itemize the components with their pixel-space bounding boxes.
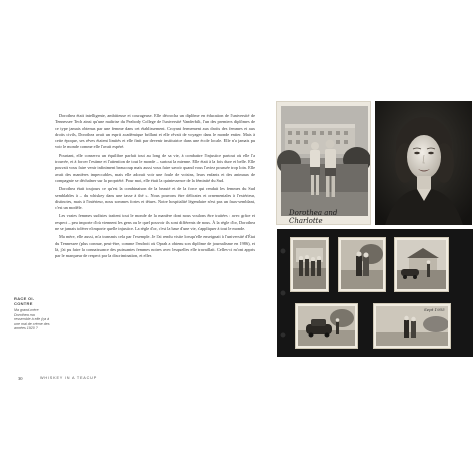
- page-number: 30: [18, 376, 23, 381]
- snapshot-image: [341, 240, 383, 289]
- photo-caption: [14, 296, 52, 331]
- snapshot-car: [295, 303, 358, 349]
- caption-text: Ma grand-mère Dorothea ma ressemble à elle (ça à une mai de crème des années 1920 ?: [14, 308, 50, 331]
- photo-album-page: [277, 229, 473, 357]
- snapshot-couple: [338, 237, 386, 292]
- children-photo: [276, 101, 371, 225]
- portrait-photo: [375, 101, 472, 225]
- snapshot-image: [397, 240, 446, 289]
- snapshot-image: [298, 306, 355, 346]
- snapshot-image: [376, 306, 448, 346]
- snapshot-image: [293, 240, 326, 289]
- children-photo-image: [277, 102, 371, 225]
- snapshot-group-standing: [290, 237, 329, 292]
- paragraph: Pourtant, elle conserva un équilibre parfait tout au long de sa vie, à combattre l'injustice partout où elle l'a trouvée, et à forcer l'estime et l'attention de tout le monde – surtout la mienne. Elle était à la fois dure et belle. Elle pouvait vous faire venir infiniment beaucoup mais aussi vous faire savoir quand vous l'aviez poussée trop loin. Elle avait des manières impeccables, mais elle adorait voir une foule de voisins, leurs enfants et des animaux de compagnie se déchaîner sur la propriété. Pour moi, elle était la quintessence de la féminité du Sud.: [55, 152, 255, 183]
- children-photo-inscription: Dorothea and Charlotte: [289, 209, 338, 225]
- body-text: [55, 113, 255, 262]
- snapshot-inscription: Sept 1955: [424, 307, 445, 312]
- paragraph: Ma mère, elle aussi, m'a transmis cela par l'exemple. Je l'ai rendu visite lorsqu'elle enseignait à l'université d'État du Tennessee (plus connue, peut-être, comme l'endroit où Oprah a obtenu son diplôme de journalisme en 1986), et là, j'ai pu faire la connaissance des puissantes femmes noires avec lesquelles elle travaillait. Celles-ci m'ont appris par le marqueur de respect par la discrimination, et elles: [55, 234, 255, 259]
- caption-title: RACE OI-CONTRE: [14, 296, 35, 306]
- snapshot-house-and-car: [394, 237, 449, 292]
- running-head: WHISKEY IN A TEACUP: [40, 376, 98, 380]
- portrait-image: [375, 101, 472, 225]
- paragraph: Dorothea était toujours ce qu'est la combinaison de la beauté et de la force qui rendait les femmes du Sud semblables à – du whiskey dans une tasse à thé ». Nous pouvons être délicates et ornementales à l'extérieur, distinctes, mais à l'intérieur, nous sommes fortes et têtues. Notre hospitalité légendaire n'est pas un faux-semblant, c'est un modèle.: [55, 186, 255, 211]
- snapshot-couple-outdoors: [373, 303, 451, 349]
- paragraph: Les vraies femmes sudistes traitent tout le monde de la manière dont nous voulons être traitées : avec grâce et respect – peu importe d'où viennent les gens ou le quel pouvoir ils sont différents de nous. À la règle d'or, Dorothea ne se jamais tolérer n'importe quelle injustice. La règle d'or, c'est la base d'une vie, s'appliquer à tout le monde.: [55, 213, 255, 232]
- paragraph: Dorothea était intelligente, ambitieuse et courageuse. Elle décrocha un diplôme en éducation de l'université de Tennessee Tech ainsi qu'une maîtrise du Peabody College de l'université Vanderbilt, l'un des premiers diplômes de ce type jamais obtenus par une femme dans cet établissement. Croyant fermement aux droits des femmes et aux droits civils, Dorothea avait un esprit académique brillant et elle rêvait de voyager dans le monde entier. Mais à cette époque, ses rêves étaient limités et elle finit par devenir institutrice dans une école locale. Elle n'a jamais pu voir le monde comme elle l'avait espéré.: [55, 113, 255, 150]
